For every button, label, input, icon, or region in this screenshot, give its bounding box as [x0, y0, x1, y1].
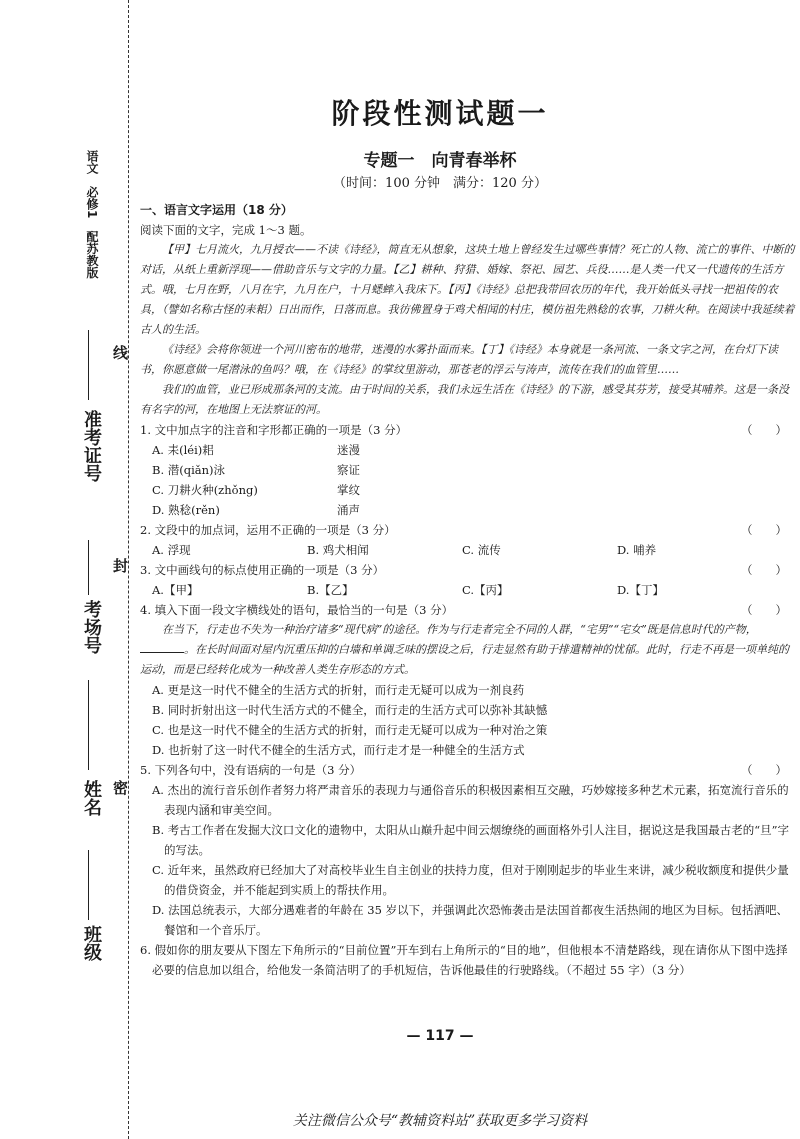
section-heading: 一、语言文字运用（18 分） — [140, 203, 293, 217]
question-stem: 4. 填入下面一段文字横线处的语句，最恰当的一句是（3 分） — [140, 603, 454, 617]
answer-blank[interactable]: （ ） — [741, 523, 787, 537]
passage-paragraph: 我们的血管，业已形成那条河的支流。由于时间的关系，我们永远生活在《诗经》的下游，感受其芬芳，接受其哺养。这是一条没有名字的河，在地图上无法察证的河。 — [140, 383, 789, 416]
answer-blank[interactable]: （ ） — [741, 563, 787, 577]
q4-passage — [140, 620, 795, 680]
option-row — [140, 480, 795, 500]
answer-blank[interactable]: （ ） — [741, 603, 787, 617]
option-b-word1: B. 潜(qiǎn)泳 — [152, 463, 226, 477]
question-stem: 3. 文中画线句的标点使用正确的一项是（3 分） — [140, 563, 385, 577]
section-intro: 阅读下面的文字，完成 1～3 题。 — [140, 223, 312, 237]
option-c: C. 也是这一时代不健全的生活方式的折射，而行走无疑可以成为一种对治之策 — [152, 723, 548, 737]
option-d: D. 也折射了这一时代不健全的生活方式，而行走才是一种健全的生活方式 — [152, 743, 525, 757]
binding-mark-secret: 密 — [111, 780, 129, 795]
binding-mark-seal: 封 — [111, 558, 129, 573]
field-exam-id-line — [88, 330, 89, 400]
option-c-word1: C. 刀耕火种(zhǒng) — [152, 483, 258, 497]
option-d-word1: D. 熟稔(rěn) — [152, 503, 220, 517]
question-3 — [140, 560, 795, 580]
page-subtitle: 专题一 向青春举杯 — [363, 151, 517, 171]
field-exam-id-label: 准考证号 — [81, 410, 102, 482]
option-b: B. 考古工作者在发掘大汶口文化的遗物中，太阳从山巅升起中间云烟缭绕的画面格外引人注目，据说这是我国最古老的“旦”字的写法。 — [152, 823, 790, 857]
option-row — [140, 460, 795, 480]
q4-passage-part1: 在当下，行走也不失为一种治疗诸多“现代病”的途径。作为与行走者完全不同的人群，“宅男”“宅女”既是信息时代的产物， — [162, 623, 757, 636]
edition-label: 语文 必修1 配苏教版 — [85, 150, 99, 279]
q4-passage-part2: 。在长时间面对屋内沉重压抑的白墙和单调乏味的摆设之后，行走显然有助于排遣精神的忧郁。此时，行走不再是一项单纯的运动，而是已经转化成为一种改善人类生存形态的方式。 — [140, 643, 789, 676]
passage-paragraph: 【甲】七月流火，九月授衣——不读《诗经》，简直无从想象，这块土地上曾经发生过哪些事情？死亡的人物、流亡的事件、中断的对话，从纸上重新浮现——借助音乐与文字的力量。【乙】耕种、狩猎、婚嫁、祭祀、园艺、兵役……是人类一代又一代遗传的生活方式。哦，七月在野，八月在宇，九月在户，十月蟋蟀入我床下。【丙】《诗经》总把我带回农历的年代，我开始低头寻找一把祖传的农具，（譬如名称古怪的耒耜）日出而作，日落而息。我彷佛置身于鸡犬相闻的村庄，模仿祖先熟稔的农事，刀耕火种。在阅读中我延续着古人的生活。 — [140, 243, 795, 336]
option-a: A.【甲】 — [152, 583, 199, 597]
option-a: A. 更是这一时代不健全的生活方式的折射，而行走无疑可以成为一剂良药 — [152, 683, 525, 697]
option-a: A. 浮现 — [152, 543, 191, 557]
option-a: A. 杰出的流行音乐创作者努力将严肃音乐的表现力与通俗音乐的积极因素相互交融，巧妙嫁接多种艺术元素，拓宽流行音乐的表现内涵和审美空间。 — [152, 783, 789, 817]
question-6: 6. 假如你的朋友要从下图左下角所示的“目前位置”开车到右上角所示的“目的地”，但他根本不清楚路线，现在请你从下图中选择必要的信息加以组合，给他发一条简洁明了的手机短信，告诉他最佳的行驶路线。（不超过 55 字）（3 分） — [140, 943, 788, 977]
option-c: C.【丙】 — [462, 583, 509, 597]
question-stem: 1. 文中加点字的注音和字形都正确的一项是（3 分） — [140, 423, 408, 437]
option-c: C. 近年来，虽然政府已经加大了对高校毕业生自主创业的扶持力度，但对于刚刚起步的毕业生来讲，减少税收额度和提供少量的借贷资金，并不能起到实质上的帮扶作用。 — [152, 863, 789, 897]
binding-mark-line: 线 — [111, 345, 129, 360]
field-room-label: 考场号 — [81, 600, 102, 654]
question-stem: 2. 文段中的加点词，运用不正确的一项是（3 分） — [140, 523, 396, 537]
time-info: （时间：100 分钟 满分：120 分） — [333, 176, 547, 191]
option-row — [140, 540, 795, 560]
answer-blank[interactable]: （ ） — [741, 423, 787, 437]
option-d: D. 法国总统表示，大部分遇难者的年龄在 35 岁以下，并强调此次恐怖袭击是法国首都夜生活热闹的地区为目标。包括酒吧、餐馆和一个音乐厅。 — [152, 903, 789, 937]
option-row — [140, 500, 795, 520]
option-row — [140, 440, 795, 460]
option-b-word2: 察证 — [337, 463, 360, 477]
option-b: B. 鸡犬相闻 — [307, 543, 369, 557]
option-c-word2: 掌纹 — [337, 483, 360, 497]
field-class-label: 班级 — [81, 925, 102, 961]
passage-paragraph: 《诗经》会将你领进一个河川密布的地带，迷漫的水雾扑面而来。【丁】《诗经》本身就是一条河流、一条文字之河，在台灯下读书，你愿意做一尾潜泳的鱼吗？哦，在《诗经》的掌纹里游动，那苍老的浮云与涛声，流传在我们的血管里…… — [140, 343, 778, 376]
field-name-line — [88, 680, 89, 770]
question-4 — [140, 600, 795, 620]
option-b: B.【乙】 — [307, 583, 354, 597]
field-class-line — [88, 850, 89, 920]
option-a-word1: A. 耒(léi)耜 — [152, 443, 214, 457]
fill-blank[interactable] — [140, 640, 184, 653]
page-title: 阶段性测试题一 — [331, 97, 549, 130]
footer-note: 关注微信公众号“教辅资料站”获取更多学习资料 — [292, 1113, 588, 1129]
question-5 — [140, 760, 795, 780]
option-d: D. 哺养 — [617, 543, 657, 557]
page-number: — 117 — — [406, 1028, 474, 1044]
option-b: B. 同时折射出这一时代生活方式的不健全，而行走的生活方式可以弥补其缺憾 — [152, 703, 548, 717]
field-name-label: 姓名 — [81, 780, 102, 816]
reading-passage — [140, 240, 795, 420]
question-stem: 5. 下列各句中，没有语病的一句是（3 分） — [140, 763, 362, 777]
option-c: C. 流传 — [462, 543, 501, 557]
option-row — [140, 580, 795, 600]
answer-blank[interactable]: （ ） — [741, 763, 787, 777]
option-a-word2: 迷漫 — [337, 443, 360, 457]
question-2 — [140, 520, 795, 540]
question-1 — [140, 420, 795, 440]
option-d-word2: 涌声 — [337, 503, 360, 517]
option-d: D.【丁】 — [617, 583, 664, 597]
exam-content — [140, 200, 795, 980]
field-room-line — [88, 540, 89, 595]
